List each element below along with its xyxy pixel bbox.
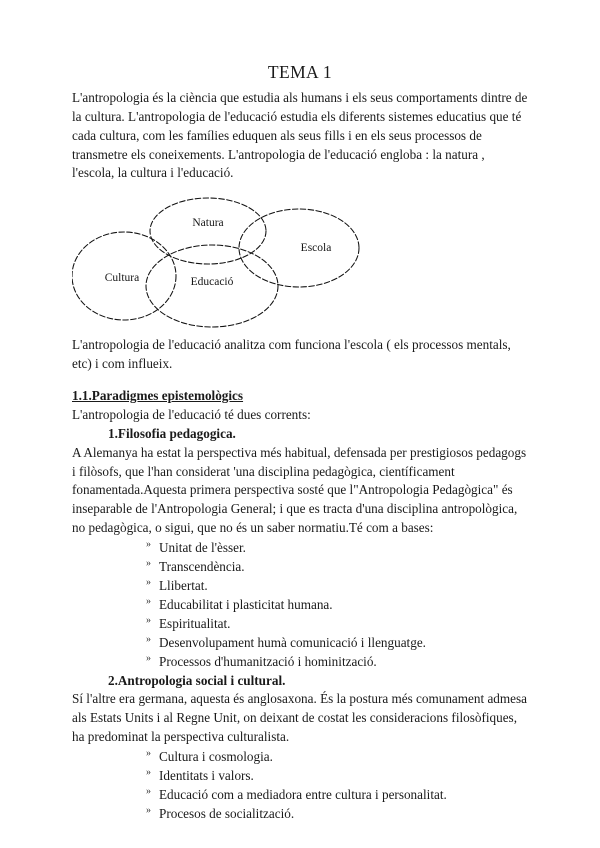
subsection-body-2: Sí l'altre era germana, aquesta és anglosaxona. És la postura més comunament admesa als Estats Units i al Regne Unit, on deixant de costat les consideracions filosòfiques, ha predominat la perspectiva culturalista.	[72, 691, 527, 745]
bullet-marker-icon: »	[146, 747, 151, 759]
list-item	[146, 595, 528, 614]
subsection-heading-2: 2.Antropologia social i cultural.	[108, 672, 286, 688]
bullet-list-1	[72, 538, 528, 672]
spacer	[72, 183, 528, 196]
list-item-label: Procesos de socialització.	[159, 806, 295, 822]
after-diagram-paragraph: L'antropologia de l'educació analitza com funciona l'escola ( els processos mentals, etc) i com influeix.	[72, 337, 511, 372]
subsection-heading-1: 1.Filosofia pedagogica.	[108, 425, 236, 441]
intro-paragraph: L'antropologia és la ciència que estudia als humans i els seus comportaments dintre de la cultura. L'antropologia de l'educació estudia els diferents sistemes educatius que té cada cultura, com les famílies eduquen als seus fills i en els seus processos de transmetre els coneixements. L'antropologia de l'educació engloba : la natura , l'escola, la cultura i l'educació.	[72, 89, 528, 181]
section-heading-row	[72, 387, 528, 406]
list-item-label: Desenvolupament humà comunicació i llenguatge.	[159, 635, 426, 651]
bullet-marker-icon: »	[146, 785, 151, 797]
list-item	[146, 747, 528, 766]
venn-label-natura: Natura	[192, 217, 224, 230]
spacer	[72, 374, 528, 387]
list-item-label: Processos d'humanització i hominització.	[159, 654, 377, 670]
page-title: TEMA 1	[267, 62, 333, 82]
list-item	[146, 538, 528, 557]
bullet-marker-icon: »	[146, 633, 151, 645]
bullet-marker-icon: »	[146, 766, 151, 778]
list-item-label: Llibertat.	[159, 578, 208, 594]
list-item	[146, 576, 528, 595]
list-item-label: Espiritualitat.	[159, 616, 231, 632]
bullet-marker-icon: »	[146, 557, 151, 569]
list-item-label: Unitat de l'èsser.	[159, 540, 246, 555]
page-content	[72, 62, 528, 823]
bullet-marker-icon: »	[146, 652, 151, 664]
venn-label-cultura: Cultura	[104, 272, 140, 285]
list-item	[146, 804, 528, 823]
bullet-marker-icon: »	[146, 576, 151, 588]
list-item-label: Transcendència.	[159, 559, 245, 575]
bullet-marker-icon: »	[146, 538, 151, 550]
list-item-label: Cultura i cosmologia.	[159, 749, 273, 765]
list-item	[146, 766, 528, 785]
subsection-body-1: A Alemanya ha estat la perspectiva més habitual, defensada per prestigiosos pedagogs i filòsofs, que l'han considerat 'una disciplina pedagògica, científicament fonamentada.Aquesta primera perspectiva sosté que l"Antropologia Pedagògica" és inseparable de l'Antropologia General; i que es tracta d'una disciplina antropològica, no pedagògica, o sigui, que no és un saber normatiu.Té com a bases:	[72, 444, 527, 536]
venn-diagram	[72, 196, 528, 336]
list-item	[146, 633, 528, 652]
list-item	[146, 614, 528, 633]
list-item	[146, 785, 528, 804]
section-heading: 1.1.Paradigmes epistemològics	[72, 388, 244, 403]
bullet-marker-icon: »	[146, 595, 151, 607]
bullet-marker-icon: »	[146, 614, 151, 626]
venn-ellipse-natura	[150, 198, 266, 264]
list-item	[146, 652, 528, 671]
venn-diagram-svg	[72, 196, 528, 336]
venn-label-escola: Escola	[300, 242, 332, 255]
list-item-label: Identitats i valors.	[159, 768, 254, 784]
list-item	[146, 557, 528, 576]
list-item-label: Educabilitat i plasticitat humana.	[159, 597, 333, 613]
bullet-marker-icon: »	[146, 804, 151, 816]
section-lead: L'antropologia de l'educació té dues corrents:	[72, 406, 311, 422]
list-item-label: Educació com a mediadora entre cultura i personalitat.	[159, 787, 447, 803]
bullet-list-2	[72, 747, 528, 823]
venn-label-educacio: Educació	[190, 276, 234, 289]
